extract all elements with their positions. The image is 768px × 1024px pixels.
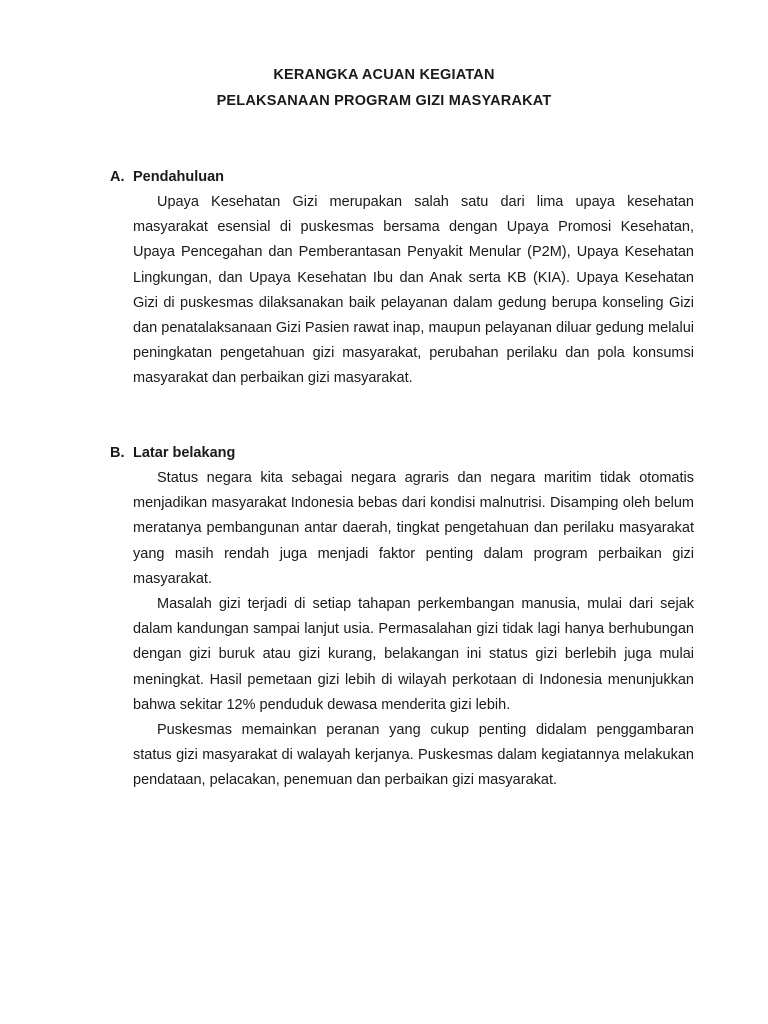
document-title: KERANGKA ACUAN KEGIATAN <box>273 67 495 83</box>
paragraph: Masalah gizi terjadi di setiap tahapan perkembangan manusia, mulai dari sejak dalam kandungan sampai lanjut usia. Permasalahan gizi tidak lagi hanya berhubungan dengan gizi buruk atau gizi kurang, belakangan ini status gizi berlebih juga mulai meningkat. Hasil pemetaan gizi lebih di wilayah perkotaan di Indonesia menunjukkan bahwa sekitar 12% penduduk dewasa menderita gizi lebih. <box>133 596 694 713</box>
section-letter: A. <box>110 169 125 185</box>
section-heading-latar-belakang <box>110 445 235 461</box>
document-subtitle: PELAKSANAAN PROGRAM GIZI MASYARAKAT <box>216 93 552 109</box>
paragraph: Status negara kita sebagai negara agraris dan negara maritim tidak otomatis menjadikan masyarakat Indonesia bebas dari kondisi malnutrisi. Disamping oleh belum meratanya pembangunan antar daerah, tingkat pengetahuan dan perilaku masyarakat yang masih rendah juga menjadi faktor penting dalam program perbaikan gizi masyarakat. <box>133 470 694 587</box>
section-body-latar-belakang <box>133 466 694 794</box>
section-heading-pendahuluan <box>110 169 224 185</box>
section-title: Latar belakang <box>133 445 236 461</box>
section-letter: B. <box>110 445 125 461</box>
section-title: Pendahuluan <box>133 169 225 185</box>
section-body-pendahuluan <box>133 190 694 392</box>
paragraph: Upaya Kesehatan Gizi merupakan salah satu dari lima upaya kesehatan masyarakat esensial di puskesmas bersama dengan Upaya Promosi Kesehatan, Upaya Pencegahan dan Pemberantasan Penyakit Menular (P2M), Upaya Kesehatan Lingkungan, dan Upaya Kesehatan Ibu dan Anak serta KB (KIA). Upaya Kesehatan Gizi di puskesmas dilaksanakan baik pelayanan dalam gedung berupa konseling Gizi dan penatalaksanaan Gizi Pasien rawat inap, maupun pelayanan diluar gedung melalui peningkatan pengetahuan gizi masyarakat, perubahan perilaku dan pola konsumsi masyarakat dan perbaikan gizi masyarakat. <box>133 194 694 387</box>
paragraph: Puskesmas memainkan peranan yang cukup penting didalam penggambaran status gizi masyarakat di walayah kerjanya. Puskesmas dalam kegiatannya melakukan pendataan, pelacakan, penemuan dan perbaikan gizi masyarakat. <box>133 722 694 789</box>
